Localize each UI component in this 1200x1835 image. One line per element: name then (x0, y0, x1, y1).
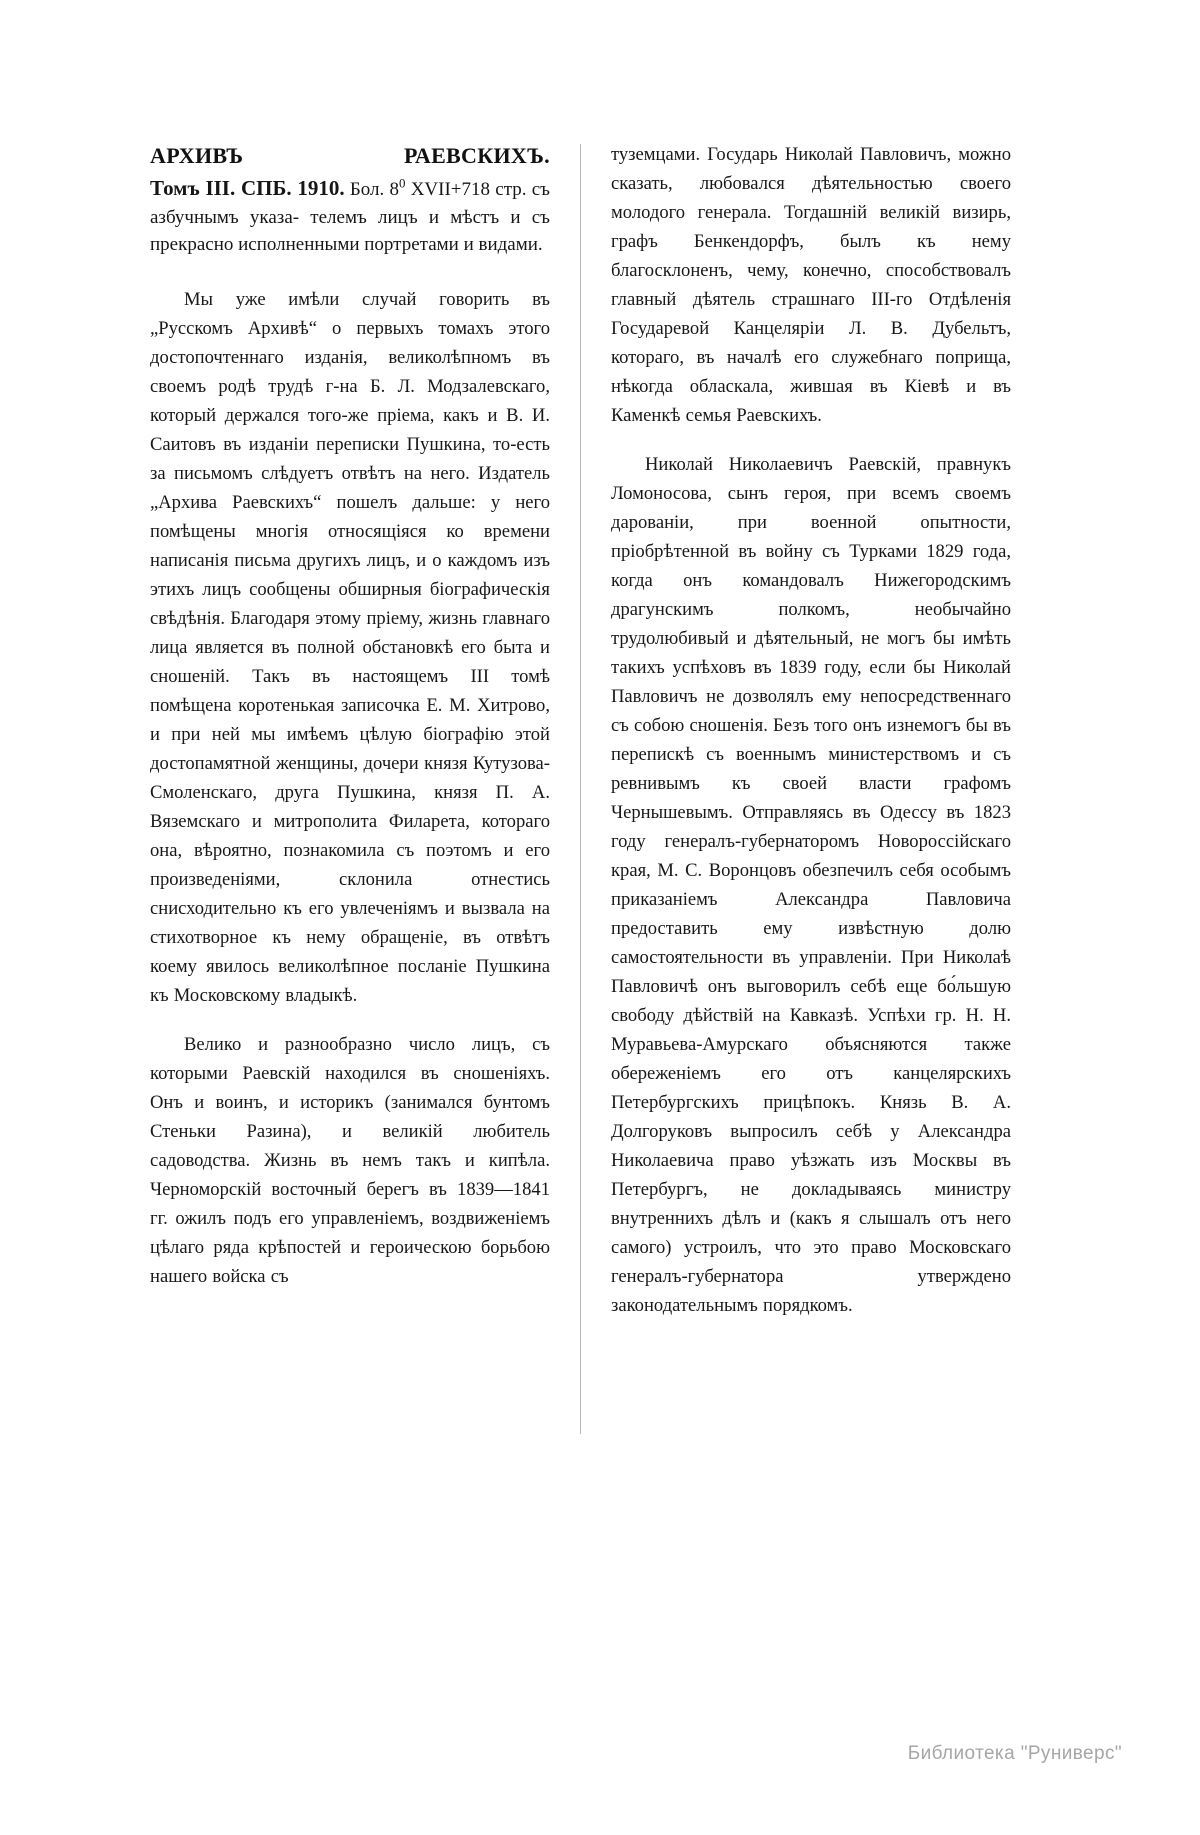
left-column (150, 140, 580, 1434)
right-column (581, 140, 1011, 1434)
two-column-layout (150, 140, 1070, 1434)
left-paragraph-2: Велико и разнообразно число лицъ, съ которыми Раевскій находился въ сношеніяхъ. Онъ и воинъ, и историкъ (занимался бунтомъ Стеньки Разина), и великій любитель садоводства. Жизнь въ немъ такъ и кипѣла. Черноморскій восточный берегъ въ 1839—1841 гг. ожилъ подъ его управленіемъ, воздвиженіемъ цѣлаго ряда крѣпостей и героическою борьбою нашего войска съ (150, 1033, 550, 1287)
heading-title-right: РАЕВСКИХЪ. (403, 143, 550, 168)
heading-volume: Томъ III. СПБ. 1910. (150, 176, 345, 201)
article-heading (150, 140, 550, 171)
right-paragraph-2: Николай Николаевичъ Раевскій, правнукъ Ломоносова, сынъ героя, при всемъ своемъ дарованіи, при военной опытности, пріобрѣтенной въ войну съ Турками 1829 года, когда онъ командовалъ Нижегородскимъ драгунскимъ полкомъ, необычайно трудолюбивый и дѣятельный, не могъ бы имѣть такихъ успѣховъ въ 1839 году, если бы Николай Павловичъ не дозволялъ ему непосредственнаго съ собою сношенія. Безъ того онъ изнемогъ бы въ перепискѣ съ военнымъ министерствомъ и съ ревнивымъ къ своей власти графомъ Чернышевымъ. Отправляясь въ Одессу въ 1823 году генералъ-губернаторомъ Новороссійскаго края, М. С. Воронцовъ обезпечилъ себя особымъ приказаніемъ Александра Павловича предоставить ему извѣстную долю самостоятельности въ управленіи. При Николаѣ Павловичѣ онъ выговорилъ себѣ еще бо́льшую свободу дѣйствій на Кавказѣ. Успѣхи гр. Н. Н. Муравьева-Амурскаго объясняются также обереженіемъ его отъ канцелярскихъ Петербургскихъ прицѣпокъ. Князь В. А. Долгоруковъ выпросилъ себѣ у Александра Николаевича право уѣзжать изъ Москвы въ Петербургъ, не докладываясь министру внутреннихъ дѣлъ и (какъ я слышалъ отъ него самого) устроилъ, что это право Московскаго генералъ-губернатора утверждено законодательнымъ порядкомъ. (611, 454, 1011, 1316)
heading-bibliographic-info (150, 173, 550, 259)
heading-illustrations-line: исполненными портретами и видами. (238, 234, 543, 256)
library-watermark: Библиотека "Руниверс" (907, 1743, 1122, 1764)
heading-pages-line: XVII+718 стр. съ азбучнымъ указа- (150, 179, 550, 228)
heading-format: Бол. 8 (349, 179, 399, 201)
heading-format-superscript: 0 (399, 175, 406, 191)
heading-title-line (150, 140, 550, 171)
right-paragraph-1: туземцами. Государь Николай Павловичъ, можно сказать, любовался дѣятельностью своего молодого генерала. Тогдашній великій визирь, графъ Бенкендорфъ, былъ къ нему благосклоненъ, чему, конечно, способствовалъ главный дѣятель страшнаго III-го Отдѣленія Государевой Канцеляріи Л. В. Дубельтъ, котораго, въ началѣ его служебнаго поприща, нѣкогда обласкала, жившая въ Кіевѣ и въ Каменкѣ семья Раевскихъ. (611, 144, 1011, 426)
heading-title-left: АРХИВЪ (150, 143, 244, 168)
heading-index-line: телемъ лицъ и мѣстъ и съ прекрасно (150, 206, 550, 256)
left-paragraph-1: Мы уже имѣли случай говорить въ „Русскомъ Архивѣ“ о первыхъ томахъ этого достопочтеннаго изданія, великолѣпномъ въ своемъ родѣ трудѣ г-на Б. Л. Модзалевскаго, который держался того-же пріема, какъ и В. И. Саитовъ въ изданіи переписки Пушкина, то-есть за письмомъ слѣдуетъ отвѣтъ на него. Издатель „Архива Раевскихъ“ пошелъ дальше: у него помѣщены многія относящіяся ко времени написанія письма другихъ лицъ, и о каждомъ изъ этихъ лицъ сообщены обширныя біографическія свѣдѣнія. Благодаря этому пріему, жизнь главнаго лица является въ полной обстановкѣ его быта и сношеній. Такъ въ настоящемъ III томѣ помѣщена коротенькая записочка Е. М. Хитрово, и при ней мы имѣемъ цѣлую біографію этой достопамятной женщины, дочери князя Кутузова-Смоленскаго, друга Пушкина, князя П. А. Вяземскаго и митрополита Филарета, котораго она, вѣроятно, познакомила съ поэтомъ и его произведеніями, склонила отнестись снисходительно къ его увлеченіямъ и вызвала на стихотворное къ нему обращеніе, въ отвѣтъ коему явилось великолѣпное посланіе Пушкина къ Московскому владыкѣ. (150, 288, 550, 1006)
